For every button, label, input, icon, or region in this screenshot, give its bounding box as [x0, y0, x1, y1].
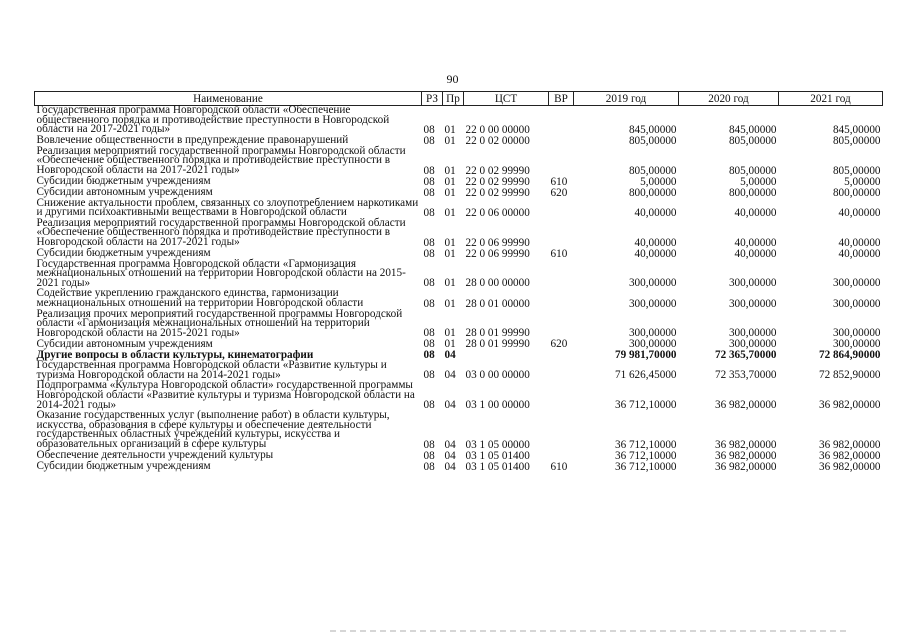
cell-rz: 08 [423, 175, 435, 188]
cell-2021: 800,00000 [832, 186, 881, 199]
table-row [35, 199, 883, 219]
table-row [35, 310, 883, 340]
cell-cst: 28 0 01 99990 [465, 327, 530, 340]
cell-vr [549, 350, 574, 361]
cell-2019: 845,00000 [628, 123, 677, 136]
cell-pr: 01 [444, 206, 456, 219]
cell-2020: 40,00000 [734, 236, 777, 249]
cell-pr: 04 [444, 438, 456, 451]
cell-rz: 08 [423, 438, 435, 451]
cell-rz: 08 [423, 236, 435, 249]
cell-pr: 01 [444, 186, 456, 199]
cell-2021: 72 864,90000 [818, 349, 881, 362]
cell-vr [549, 451, 574, 462]
table-row [35, 219, 883, 249]
cell-name: Государственная программа Новгородской области «Гармонизация межнациональных отношений на территории Новгородской области на 2015-2021 годы» [36, 257, 406, 289]
cell-2021: 36 982,00000 [818, 399, 881, 412]
cell-vr: 620 [550, 338, 568, 351]
cell-cst: 03 1 05 01400 [465, 460, 530, 473]
cell-cst: 03 0 00 00000 [465, 369, 530, 382]
cell-pr: 01 [444, 327, 456, 340]
cell-rz: 08 [423, 349, 435, 362]
cell-2021: 40,00000 [838, 247, 881, 260]
cell-2019: 79 981,70000 [614, 349, 677, 362]
cell-cst: 28 0 01 99990 [465, 338, 530, 351]
cell-vr [549, 147, 574, 177]
cell-2021: 845,00000 [832, 123, 881, 136]
cell-name: Субсидии бюджетным учреждениям [36, 246, 211, 259]
cell-2020: 36 982,00000 [714, 449, 777, 462]
budget-table [34, 91, 883, 473]
cell-2019: 71 626,45000 [614, 369, 677, 382]
cell-rz: 08 [423, 134, 435, 147]
cell-2019: 5,00000 [640, 175, 677, 188]
cell-cst: 03 1 05 01400 [465, 449, 530, 462]
cell-rz: 08 [423, 186, 435, 199]
cell-2021: 40,00000 [838, 236, 881, 249]
cell-rz: 08 [423, 123, 435, 136]
cell-cst: 22 0 02 99990 [465, 164, 530, 177]
cell-cst: 28 0 01 00000 [465, 297, 530, 310]
cell-vr: 610 [550, 460, 568, 473]
cell-2021: 36 982,00000 [818, 438, 881, 451]
header-pr: Пр [443, 92, 464, 106]
cell-rz: 08 [423, 449, 435, 462]
cell-pr: 04 [444, 349, 456, 362]
cell-cst: 22 0 06 00000 [465, 206, 530, 219]
cell-2021: 36 982,00000 [818, 449, 881, 462]
cell-vr [549, 361, 574, 381]
cell-2019: 36 712,10000 [614, 438, 677, 451]
cell-vr [549, 219, 574, 249]
cell-2019: 36 712,10000 [614, 399, 677, 412]
cell-cst: 22 0 02 99990 [465, 175, 530, 188]
cell-vr [549, 310, 574, 340]
cell-cst: 22 0 02 99990 [465, 186, 530, 199]
cell-cst: 22 0 06 99990 [465, 247, 530, 260]
cell-pr: 01 [444, 134, 456, 147]
cell-2020: 5,00000 [740, 175, 777, 188]
cell-2021: 36 982,00000 [818, 460, 881, 473]
cell-pr: 01 [444, 247, 456, 260]
cell-rz: 08 [423, 327, 435, 340]
cell-2019: 300,00000 [628, 277, 677, 290]
cell-pr: 04 [444, 460, 456, 473]
table-row [35, 411, 883, 450]
cell-vr [549, 411, 574, 450]
cell-pr: 01 [444, 277, 456, 290]
scan-edge-artifact [330, 630, 850, 632]
cell-vr [549, 106, 574, 136]
cell-name: Оказание государственных услуг (выполнение работ) в области культуры, искусства, образования в сфере культуры и обеспечение деятельности государственных областных учреждений культуры, искусства и образовательных организаций в сфере культуры [36, 409, 390, 451]
cell-2021: 805,00000 [832, 164, 881, 177]
header-2021: 2021 год [779, 92, 883, 106]
cell-pr: 01 [444, 164, 456, 177]
cell-rz: 08 [423, 369, 435, 382]
cell-vr [549, 289, 574, 309]
cell-name: Реализация прочих мероприятий государственной программы Новгородской области «Гармонизация межнациональных отношений на территории Новгородской области на 2015-2021 годы» [36, 307, 403, 339]
cell-2020: 300,00000 [728, 277, 777, 290]
cell-vr [549, 260, 574, 290]
header-2020: 2020 год [679, 92, 779, 106]
cell-pr: 01 [444, 297, 456, 310]
cell-2020: 72 353,70000 [714, 369, 777, 382]
cell-2019: 40,00000 [634, 247, 677, 260]
cell-name: Субсидии бюджетным учреждениям [36, 460, 211, 473]
cell-rz: 08 [423, 247, 435, 260]
cell-2019: 36 712,10000 [614, 460, 677, 473]
table-row [35, 462, 883, 473]
cell-vr [549, 199, 574, 219]
cell-2019: 300,00000 [628, 338, 677, 351]
cell-cst: 22 0 06 99990 [465, 236, 530, 249]
cell-name: Государственная программа Новгородской области «Обеспечение общественного порядка и противодействие преступности в Новгородской области на 2017-2021 годы» [36, 104, 390, 136]
cell-cst [464, 350, 549, 361]
cell-2020: 805,00000 [728, 134, 777, 147]
cell-pr: 01 [444, 338, 456, 351]
cell-rz: 08 [423, 338, 435, 351]
cell-2021: 300,00000 [832, 338, 881, 351]
cell-2020: 40,00000 [734, 206, 777, 219]
cell-name: Реализация мероприятий государственной программы Новгородской области «Обеспечение общественного порядка и противодействие преступности в Новгородской области на 2017-2021 годы» [36, 216, 406, 248]
cell-2019: 805,00000 [628, 164, 677, 177]
cell-vr: 610 [550, 175, 568, 188]
cell-rz: 08 [423, 399, 435, 412]
cell-rz: 08 [423, 277, 435, 290]
cell-pr: 01 [444, 123, 456, 136]
cell-2021: 300,00000 [832, 327, 881, 340]
cell-name: Подпрограмма «Культура Новгородской области» государственной программы Новгородской области «Развитие культуры и туризма Новгородской области на 2014-2021 годы» [36, 379, 415, 411]
cell-2020: 300,00000 [728, 297, 777, 310]
table-row [35, 106, 883, 136]
cell-2020: 800,00000 [728, 186, 777, 199]
table-row [35, 260, 883, 290]
cell-2019: 40,00000 [634, 206, 677, 219]
cell-2021: 805,00000 [832, 134, 881, 147]
cell-2021: 300,00000 [832, 277, 881, 290]
cell-name: Снижение актуальности проблем, связанных со злоупотреблением наркотиками и другими психоактивными веществами в Новгородской области [36, 196, 419, 219]
cell-rz: 08 [423, 297, 435, 310]
header-vr: ВР [549, 92, 574, 106]
cell-2020: 36 982,00000 [714, 438, 777, 451]
cell-2019: 36 712,10000 [614, 449, 677, 462]
cell-rz: 08 [423, 164, 435, 177]
cell-2020: 845,00000 [728, 123, 777, 136]
cell-name: Государственная программа Новгородской области «Развитие культуры и туризма Новгородской области на 2014-2021 годы» [36, 359, 387, 381]
cell-2020: 40,00000 [734, 247, 777, 260]
cell-pr: 04 [444, 449, 456, 462]
table-row [35, 361, 883, 381]
cell-name: Вовлечение общественности в предупреждение правонарушений [36, 134, 349, 147]
cell-vr: 610 [550, 247, 568, 260]
cell-pr: 04 [444, 399, 456, 412]
cell-vr [549, 381, 574, 411]
cell-name: Реализация мероприятий государственной программы Новгородской области «Обеспечение общественного порядка и противодействие преступности в Новгородской области на 2017-2021 годы» [36, 144, 406, 176]
cell-cst: 22 0 00 00000 [465, 123, 530, 136]
cell-pr: 04 [444, 369, 456, 382]
cell-name: Содействие укреплению гражданского единства, гармонизации межнациональных отношений на территории Новгородской области [36, 287, 364, 309]
cell-pr: 01 [444, 175, 456, 188]
page-number: 90 [446, 72, 459, 86]
table-body [35, 106, 883, 473]
cell-2019: 300,00000 [628, 297, 677, 310]
cell-2020: 805,00000 [728, 164, 777, 177]
cell-rz: 08 [423, 206, 435, 219]
cell-2020: 300,00000 [728, 338, 777, 351]
cell-cst: 03 1 05 00000 [465, 438, 530, 451]
cell-2020: 36 982,00000 [714, 399, 777, 412]
table-row [35, 147, 883, 177]
cell-2021: 5,00000 [844, 175, 881, 188]
cell-cst: 22 0 02 00000 [465, 134, 530, 147]
cell-name: Обеспечение деятельности учреждений культуры [36, 449, 274, 462]
header-rz: РЗ [422, 92, 443, 106]
cell-2020: 300,00000 [728, 327, 777, 340]
cell-2021: 40,00000 [838, 206, 881, 219]
cell-pr: 01 [444, 236, 456, 249]
cell-vr: 620 [550, 186, 568, 199]
table-row [35, 381, 883, 411]
cell-2021: 300,00000 [832, 297, 881, 310]
cell-cst: 03 1 00 00000 [465, 399, 530, 412]
cell-2020: 36 982,00000 [714, 460, 777, 473]
cell-name: Другие вопросы в области культуры, кинематографии [36, 348, 314, 361]
table-row [35, 289, 883, 309]
cell-2019: 40,00000 [634, 236, 677, 249]
cell-rz: 08 [423, 460, 435, 473]
header-2019: 2019 год [574, 92, 679, 106]
cell-2019: 800,00000 [628, 186, 677, 199]
cell-2019: 805,00000 [628, 134, 677, 147]
header-cst: ЦСТ [464, 92, 549, 106]
header-name: Наименование [35, 92, 422, 106]
cell-2021: 72 852,90000 [818, 369, 881, 382]
cell-2019: 300,00000 [628, 327, 677, 340]
cell-2020: 72 365,70000 [714, 349, 777, 362]
cell-cst: 28 0 00 00000 [465, 277, 530, 290]
cell-name: Субсидии автономным учреждениям [36, 185, 213, 198]
cell-name: Субсидии бюджетным учреждениям [36, 174, 211, 187]
cell-vr [549, 136, 574, 147]
cell-name: Субсидии автономным учреждениям [36, 337, 213, 350]
